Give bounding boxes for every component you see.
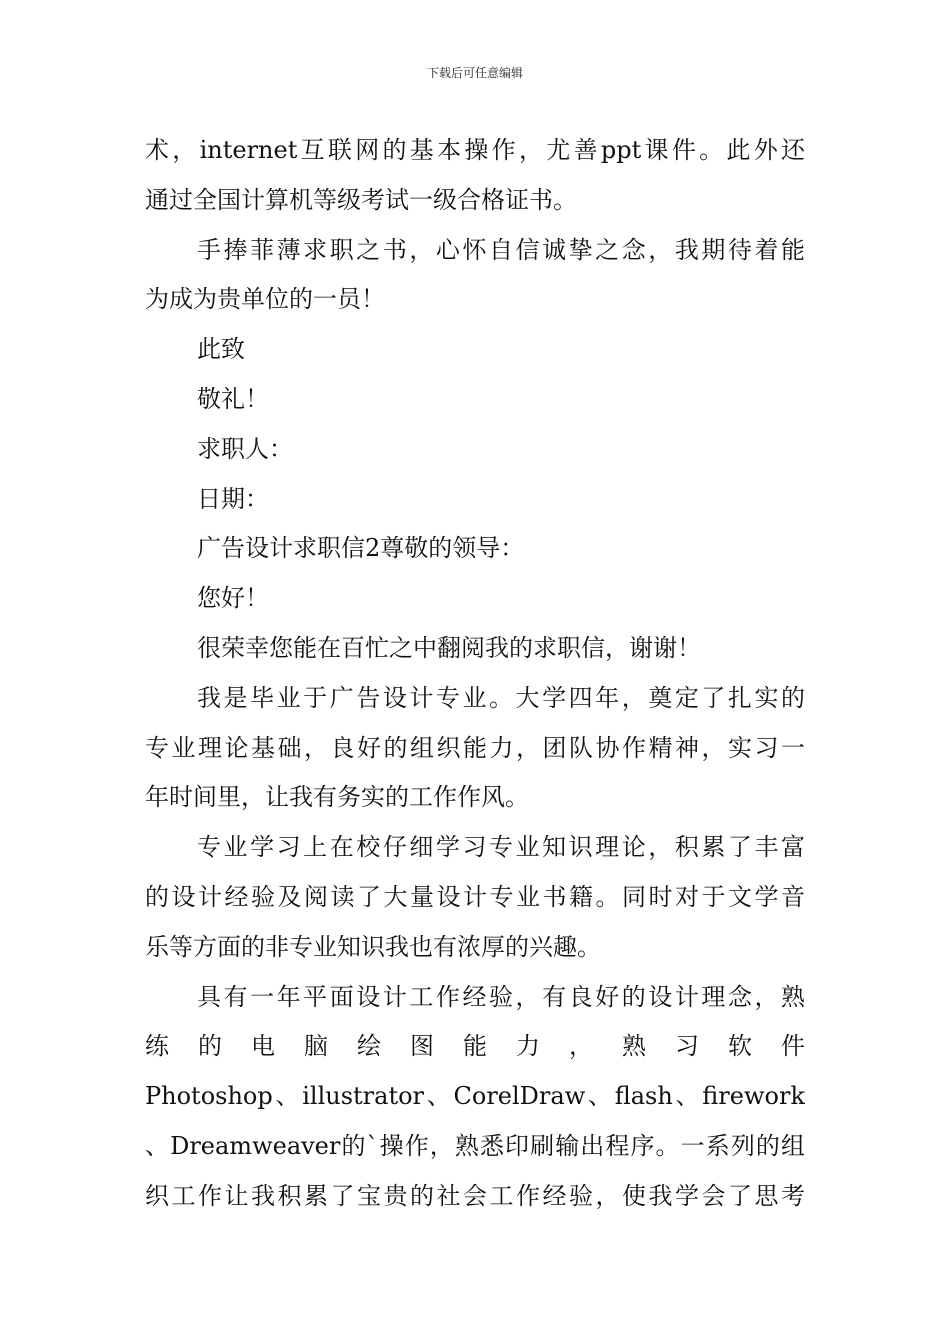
greeting-line: 您好！ (197, 584, 269, 613)
paragraph-line: 手捧菲薄求职之书，心怀自信诚挚之念，我期待着能 (197, 235, 805, 264)
document-body (145, 126, 805, 1222)
paragraph-line: 具有一年平面设计工作经验，有良好的设计理念，熟 (197, 982, 805, 1011)
page-header: 下载后可任意编辑 (426, 66, 523, 80)
paragraph-line: 专业理论基础，良好的组织能力，团队协作精神，实习一 (145, 733, 805, 762)
paragraph-line: Photoshop、illustrator、CorelDraw、flash、firework (145, 1082, 805, 1111)
paragraph-line: 织工作让我积累了宝贵的社会工作经验，使我学会了思考 (145, 1181, 805, 1210)
paragraph-line: 为成为贵单位的一员！ (145, 285, 385, 314)
signature-line: 求职人： (197, 434, 293, 463)
paragraph-line: 我是毕业于广告设计专业。大学四年，奠定了扎实的 (197, 683, 805, 712)
paragraph-line: 乐等方面的非专业知识我也有浓厚的兴趣。 (145, 932, 601, 961)
date-line: 日期： (197, 484, 269, 513)
paragraph-line: 年时间里，让我有务实的工作作风。 (145, 783, 529, 812)
paragraph-line: 很荣幸您能在百忙之中翻阅我的求职信，谢谢！ (197, 633, 701, 662)
paragraph-line: 、Dreamweaver的`操作，熟悉印刷输出程序。一系列的组 (145, 1131, 805, 1160)
section-heading: 广告设计求职信2尊敬的领导： (197, 534, 525, 563)
closing-line: 敬礼！ (197, 384, 269, 413)
paragraph-line: 专业学习上在校仔细学习专业知识理论，积累了丰富 (197, 833, 805, 862)
closing-line: 此致 (197, 335, 245, 364)
paragraph-line: 的设计经验及阅读了大量设计专业书籍。同时对于文学音 (145, 882, 805, 911)
paragraph-line: 练 的 电 脑 绘 图 能 力 ， 熟 习 软 件 (145, 1032, 805, 1061)
paragraph-line: 术，internet互联网的基本操作，尤善ppt课件。此外还 (145, 136, 805, 164)
paragraph-line: 通过全国计算机等级考试一级合格证书。 (145, 185, 577, 214)
